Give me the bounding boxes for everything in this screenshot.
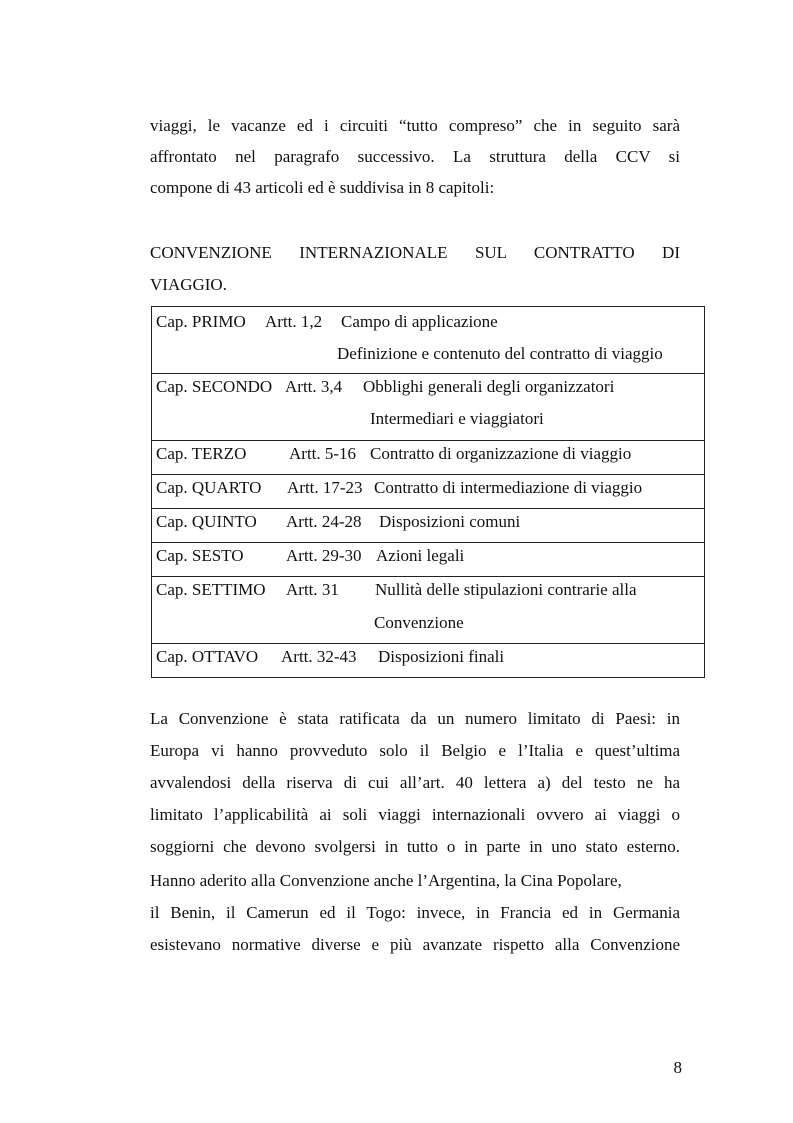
heading-line: CONVENZIONE INTERNAZIONALE SUL CONTRATTO DI <box>150 243 680 262</box>
table-cell <box>152 307 705 374</box>
text-line: esistevano normative diverse e più avanzate rispetto alla Convenzione <box>150 935 680 954</box>
text-line: affrontato nel paragrafo successivo. La struttura della CCV si <box>150 147 680 166</box>
articles-label: Artt. 31 <box>286 580 339 599</box>
table-cell <box>152 543 705 577</box>
table-cell <box>152 577 705 644</box>
table-row <box>152 577 705 644</box>
text-line: limitato l’applicabilità ai soli viaggi internazionali ovvero ai viaggi o <box>150 805 680 824</box>
articles-label: Artt. 1,2 <box>265 312 323 331</box>
articles-label: Artt. 17-23 <box>287 478 363 497</box>
text-line: viaggi, le vacanze ed i circuiti “tutto compreso” che in seguito sarà <box>150 116 680 135</box>
table-cell <box>152 509 705 543</box>
articles-label: Artt. 3,4 <box>285 377 343 396</box>
chapter-label: Cap. SETTIMO <box>156 580 266 599</box>
chapter-label: Cap. OTTAVO <box>156 647 259 666</box>
articles-label: Artt. 5-16 <box>289 444 357 463</box>
chapter-title: Campo di applicazione <box>341 312 498 331</box>
chapter-title: Disposizioni finali <box>378 647 505 666</box>
table-row <box>152 509 705 543</box>
articles-label: Artt. 24-28 <box>286 512 362 531</box>
text-line: Hanno aderito alla Convenzione anche l’Argentina, la Cina Popolare, <box>150 871 622 890</box>
table-cell <box>152 644 705 678</box>
table-row <box>152 374 705 441</box>
chapter-label: Cap. TERZO <box>156 444 247 463</box>
table-row <box>152 543 705 577</box>
table-cell <box>152 374 705 441</box>
table-row <box>152 644 705 678</box>
chapter-label: Cap. PRIMO <box>156 312 246 331</box>
chapter-label: Cap. QUARTO <box>156 478 262 497</box>
page-number: 8 <box>673 1058 682 1077</box>
chapter-title: Contratto di organizzazione di viaggio <box>370 444 632 463</box>
articles-label: Artt. 29-30 <box>286 546 362 565</box>
table-row <box>152 307 705 374</box>
chapters-table <box>151 306 705 678</box>
text-line: soggiorni che devono svolgersi in tutto o in parte in uno stato esterno. <box>150 837 680 856</box>
chapter-label: Cap. SECONDO <box>156 377 273 396</box>
heading-line: VIAGGIO. <box>150 275 227 294</box>
text-line: avvalendosi della riserva di cui all’art. 40 lettera a) del testo ne ha <box>150 773 680 792</box>
text-line: compone di 43 articoli ed è suddivisa in 8 capitoli: <box>150 178 495 197</box>
chapter-title: Disposizioni comuni <box>379 512 521 531</box>
table-cell <box>152 475 705 509</box>
text-line: Europa vi hanno provveduto solo il Belgio e l’Italia e quest’ultima <box>150 741 680 760</box>
chapter-title: Convenzione <box>374 613 464 632</box>
chapter-title: Contratto di intermediazione di viaggio <box>374 478 643 497</box>
chapter-title: Definizione e contenuto del contratto di viaggio <box>337 344 663 363</box>
chapter-label: Cap. SESTO <box>156 546 244 565</box>
chapter-title: Azioni legali <box>376 546 465 565</box>
table-row <box>152 441 705 475</box>
articles-label: Artt. 32-43 <box>281 647 357 666</box>
text-line: La Convenzione è stata ratificata da un numero limitato di Paesi: in <box>150 709 680 728</box>
chapter-title: Nullità delle stipulazioni contrarie alla <box>375 580 637 599</box>
chapter-label: Cap. QUINTO <box>156 512 257 531</box>
table-cell <box>152 441 705 475</box>
text-line: il Benin, il Camerun ed il Togo: invece, in Francia ed in Germania <box>150 903 680 922</box>
chapter-title: Intermediari e viaggiatori <box>370 409 544 428</box>
table-row <box>152 475 705 509</box>
chapter-title: Obblighi generali degli organizzatori <box>363 377 615 396</box>
